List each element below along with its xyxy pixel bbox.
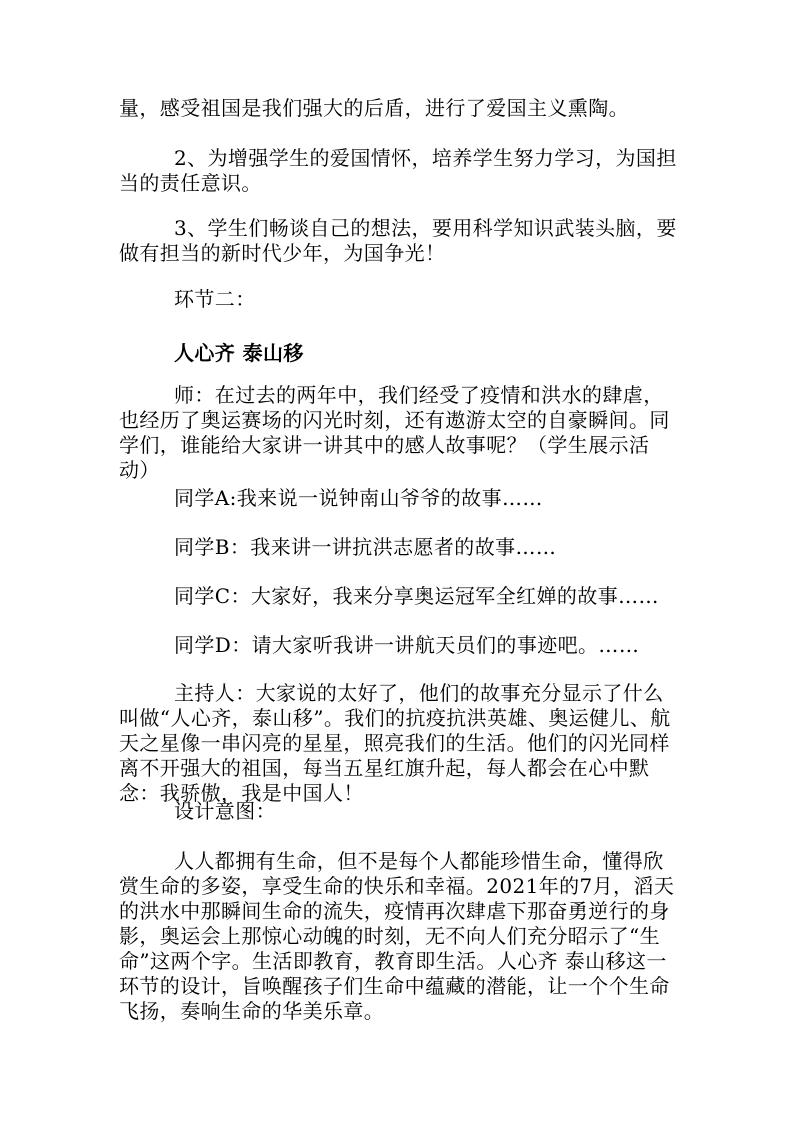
design-intent-label: 设计意图： [174,799,276,823]
paragraph-student-c: 同学C：大家好，我来分享奥运冠军全红婵的故事…… [174,584,659,608]
section-label: 环节二： [174,287,256,311]
section-title: 人心齐 泰山移 [174,341,304,365]
paragraph-student-a: 同学A:我来说一说钟南山爷爷的故事…… [174,486,543,510]
paragraph-student-d: 同学D：请大家听我讲一讲航天员们的事迹吧。…… [174,633,640,657]
paragraph-host: 主持人：大家说的太好了，他们的故事充分显示了什么叫做“人心齐，泰山移”。我们的抗疫抗洪英雄、奥运健儿、航天之星像一串闪亮的星星，照亮我们的生活。他们的闪光同样离不开强大的祖国，每当五星红旗升起，每人都会在心中默念：我骄傲，我是中国人！ [119,681,671,805]
paragraph-student-b: 同学B：我来讲一讲抗洪志愿者的故事…… [174,535,557,559]
paragraph-design-intent: 人人都拥有生命，但不是每个人都能珍惜生命，懂得欣赏生命的多姿，享受生命的快乐和幸福。2021年的7月，滔天的洪水中那瞬间生命的流失，疫情再次肆虐下那奋勇逆行的身影，奥运会上那惊心动魄的时刻，无不向人们充分昭示了“生命”这两个字。生活即教育，教育即生活。人心齐 泰山移这一环节的设计，旨唤醒孩子们生命中蕴藏的潜能，让一个个生命飞扬，奏响生命的华美乐章。 [119,849,675,1023]
paragraph-teacher: 师：在过去的两年中，我们经受了疫情和洪水的肆虐，也经历了奥运赛场的闪光时刻，还有遨游太空的自豪瞬间。同学们，谁能给大家讲一讲其中的感人故事呢？（学生展示活动） [119,383,670,482]
paragraph-item-3: 3、学生们畅谈自己的想法，要用科学知识武装头脑，要做有担当的新时代少年，为国争光！ [119,216,677,265]
paragraph-item-2: 2、为增强学生的爱国情怀，培养学生努力学习，为国担当的责任意识。 [119,146,677,195]
paragraph-intro-continuation: 量，感受祖国是我们强大的后盾，进行了爱国主义熏陶。 [119,96,629,120]
